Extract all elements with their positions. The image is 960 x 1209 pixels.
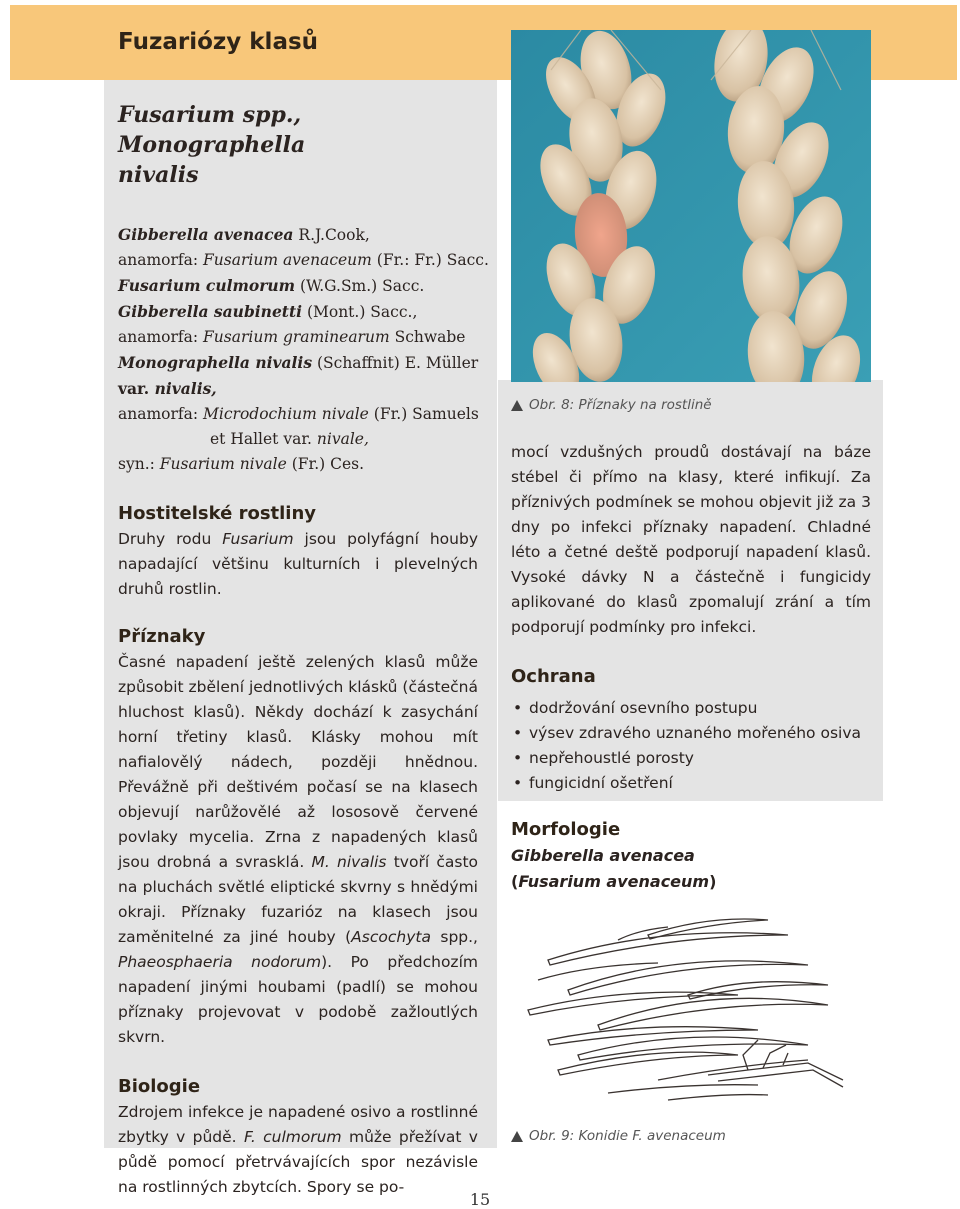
taxon-author: (Fr.) Samuels (368, 405, 479, 423)
morphology-anamorph (511, 869, 871, 895)
text-run-italic: Ascochyta (351, 928, 431, 946)
taxonomy-line (118, 376, 478, 402)
taxon-name: nivale, (316, 430, 369, 448)
hosts-heading: Hostitelské rostliny (118, 503, 317, 524)
taxon-author: (W.G.Sm.) Sacc. (295, 277, 425, 295)
text-run-italic: Fusarium (222, 530, 294, 548)
text-run-italic: Phaeosphaeria nodorum (118, 953, 322, 971)
triangle-up-icon (511, 1131, 523, 1142)
taxon-prefix: syn.: (118, 455, 160, 473)
hosts-text (118, 527, 478, 602)
text-run: tvoří často na pluchách světlé eliptické skvrny s hnědými okraji. Příznaky fuzarióz na klasech jsou zaměnitelné za jiné houby ( (118, 853, 479, 946)
text-run: ). Po předchozím napadení jinými houbami (padlí) se mohou příznaky projevovat v podobě zažloutlých skvrn. (118, 953, 478, 1046)
species-title-line1: Fusarium spp., Monographella (118, 102, 306, 158)
left-column (118, 100, 489, 1200)
taxon-prefix: anamorfa: (118, 328, 204, 346)
figure8-caption-text: Obr. 8: Příznaky na rostlině (529, 397, 712, 413)
conidia-drawing (508, 905, 848, 1125)
list-item: • fungicidní ošetření (511, 771, 871, 796)
taxonomy-line (118, 402, 478, 427)
text-run-italic: F. avenaceum (632, 1128, 726, 1144)
species-title (118, 100, 478, 190)
figure9-caption (511, 1124, 871, 1149)
biology-text (118, 1100, 478, 1200)
figure9-caption-block (511, 1124, 871, 1149)
conidia-illustration (508, 905, 848, 1125)
taxon-author: Schwabe (389, 328, 466, 346)
morphology-block (511, 817, 871, 895)
text-run-italic: F. culmorum (243, 1128, 342, 1146)
text-run: ) (709, 872, 717, 891)
taxon-name: nivalis, (154, 379, 217, 398)
taxon-prefix: et Hallet var. (210, 430, 317, 448)
text-run: Časné napadení ještě zelených klasů může způsobit zbělení jednotlivých klásků (částečná hluchost klasů). Někdy dochází k zasychání horní třetiny klasů. Klásky mohou mít nafialovělý nádech, později hnědnou. Převážně při deštivém počasí se na klasech objevují narůžovělé až lososově červené povlaky mycelia. Zrna z napadených klasů jsou drobná a svrasklá. (118, 653, 478, 871)
text-run-italic: Fusarium avenaceum (518, 872, 710, 891)
list-item: • nepřehoustlé porosty (511, 746, 871, 771)
taxon-name: Fusarium culmorum (118, 276, 296, 295)
symptoms-heading: Příznaky (118, 626, 206, 647)
continuation-text: mocí vzdušných proudů dostávají na báze stébel či přímo na klasy, které infikují. Za příznivých podmínek se mohou objevit již za 3 dny po infekci příznaky napadení. Chladné léto a četné deště podporují napadení klasů. Vysoké dávky N a částečně i fungicidy aplikované do klasů zpomalují zrání a tím podporují podmínky pro infekci. (511, 443, 871, 636)
text-run: může přežívat v půdě pomocí přetrvávajících spor nezávisle na rostlinných zbytcích. Spory se po- (118, 1128, 478, 1196)
text-run: Zdrojem infekce je napadené osivo a rostlinné zbytky v půdě. (118, 1103, 478, 1146)
protection-list (511, 696, 871, 796)
taxon-name: Monographella nivalis (118, 353, 313, 372)
taxon-name: Microdochium nivale (203, 405, 369, 423)
taxon-prefix: var. (118, 379, 155, 398)
text-run: jsou polyfágní houby napadající většinu kulturních i plevelných druhů rostlin. (118, 530, 478, 598)
text-run: ( (511, 872, 519, 891)
taxonomy-line (118, 350, 478, 376)
figure8-caption (511, 393, 871, 418)
page-number: 15 (469, 1190, 491, 1209)
text-run: spp., (430, 928, 478, 946)
taxon-name: Fusarium nivale (159, 455, 287, 473)
chapter-title: Fuzariózy klasů (118, 29, 319, 55)
list-item: • výsev zdravého uznaného mořeného osiva (511, 721, 871, 746)
text-run: Obr. 9: Konidie (529, 1128, 633, 1144)
taxon-prefix: anamorfa: (118, 251, 204, 269)
wheat-ear-image (511, 30, 871, 382)
figure8-caption-block (511, 393, 871, 418)
taxonomy-block (118, 222, 489, 477)
taxon-author: (Fr.: Fr.) Sacc. (371, 251, 489, 269)
taxon-name: Fusarium graminearum (203, 328, 390, 346)
taxon-author: R.J.Cook, (293, 226, 370, 244)
morphology-species: Gibberella avenacea (511, 846, 695, 865)
protection-heading: Ochrana (511, 666, 596, 687)
right-column-text (511, 440, 871, 796)
taxonomy-line (118, 427, 478, 452)
list-item: • dodržování osevního postupu (511, 696, 871, 721)
morphology-heading: Morfologie (511, 819, 621, 840)
taxon-author: (Schaffnit) E. Müller (312, 354, 479, 372)
text-run: Druhy rodu (118, 530, 223, 548)
figure9-caption-text (529, 1124, 726, 1149)
taxon-name: Gibberella saubinetti (118, 302, 303, 321)
biology-heading: Biologie (118, 1076, 201, 1097)
taxon-name: Fusarium avenaceum (203, 251, 372, 269)
taxonomy-line (118, 248, 489, 273)
text-run-italic: M. nivalis (311, 853, 387, 871)
taxonomy-line (118, 452, 478, 477)
taxon-author: (Fr.) Ces. (286, 455, 365, 473)
taxonomy-line (118, 299, 478, 325)
taxon-author: (Mont.) Sacc., (302, 303, 418, 321)
taxonomy-line (118, 273, 478, 299)
wheat-ear-photo (511, 30, 871, 382)
taxon-prefix: anamorfa: (118, 405, 204, 423)
taxonomy-line (118, 325, 478, 350)
taxon-name: Gibberella avenacea (118, 225, 294, 244)
taxonomy-line (118, 222, 478, 248)
triangle-up-icon (511, 400, 523, 411)
species-title-line2: nivalis (118, 162, 199, 188)
symptoms-text (118, 650, 478, 1050)
